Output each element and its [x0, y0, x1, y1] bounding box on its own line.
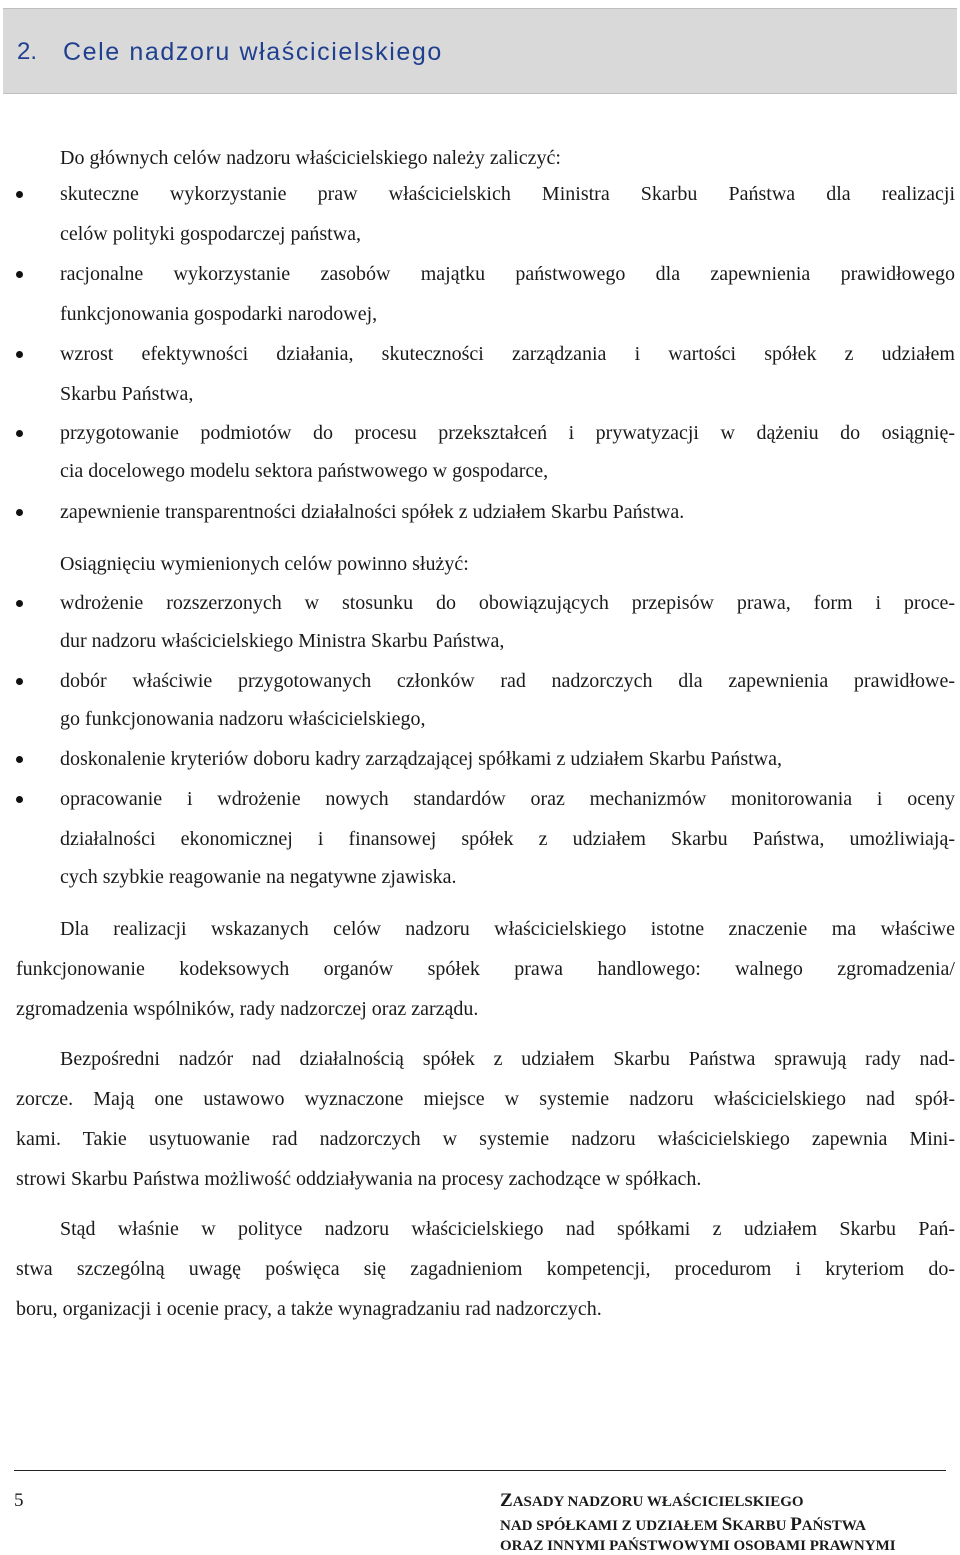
paragraph-line: Stąd właśnie w polityce nadzoru właścicielskiego nad spółkami z udziałem Skarbu Pań-	[60, 1218, 955, 1240]
list-item-text: dur nadzoru właścicielskiego Ministra Skarbu Państwa,	[60, 630, 505, 652]
list-item-text: doskonalenie kryteriów doboru kadry zarządzającej spółkami z udziałem Skarbu Państwa,	[60, 748, 782, 770]
intro-text: Osiągnięciu wymienionych celów powinno służyć:	[60, 553, 469, 575]
footer-title-line-3: ORAZ INNYMI PAŃSTWOWYMI OSOBAMI PRAWNYMI	[500, 1538, 896, 1554]
intro-text: Do głównych celów nadzoru właścicielskiego należy zaliczyć:	[60, 147, 561, 169]
paragraph-line: funkcjonowanie kodeksowych organów spółek prawa handlowego: walnego zgromadzenia/	[16, 958, 955, 980]
bullet-icon	[16, 430, 23, 437]
footer-title-line-1: ZASADY NADZORU WŁAŚCICIELSKIEGO	[500, 1490, 804, 1511]
bullet-icon	[16, 271, 23, 278]
paragraph-line: strowi Skarbu Państwa możliwość oddziaływania na procesy zachodzące w spółkach.	[16, 1168, 702, 1190]
bullet-icon	[16, 600, 23, 607]
list-item-text: działalności ekonomicznej i finansowej spółek z udziałem Skarbu Państwa, umożliwiają-	[60, 828, 955, 850]
list-item-text: celów polityki gospodarczej państwa,	[60, 223, 362, 245]
paragraph-line: Bezpośredni nadzór nad działalnością spółek z udziałem Skarbu Państwa sprawują rady nad-	[60, 1048, 955, 1070]
list-item-text: funkcjonowania gospodarki narodowej,	[60, 303, 378, 325]
paragraph-line: stwa szczególną uwagę poświęca się zagadnieniom kompetencji, procedurom i kryteriom do-	[16, 1258, 955, 1280]
paragraph-line: zorcze. Mają one ustawowo wyznaczone miejsce w systemie nadzoru właścicielskiego nad spół-	[16, 1088, 955, 1110]
paragraph-line: boru, organizacji i ocenie pracy, a także wynagradzaniu rad nadzorczych.	[16, 1298, 602, 1320]
bullet-icon	[16, 678, 23, 685]
section-title: Cele nadzoru właścicielskiego	[63, 38, 443, 66]
section-heading	[3, 8, 957, 94]
bullet-icon	[16, 509, 23, 516]
list-item-text: skuteczne wykorzystanie praw właścicielskich Ministra Skarbu Państwa dla realizacji	[60, 183, 955, 205]
list-item-text: wzrost efektywności działania, skuteczności zarządzania i wartości spółek z udziałem	[60, 343, 955, 365]
list-item-text: cych szybkie reagowanie na negatywne zjawiska.	[60, 866, 457, 888]
list-item-text: przygotowanie podmiotów do procesu przekształceń i prywatyzacji w dążeniu do osiągnię-	[60, 422, 955, 444]
list-item-text: racjonalne wykorzystanie zasobów majątku państwowego dla zapewnienia prawidłowego	[60, 263, 955, 285]
list-item-text: cia docelowego modelu sektora państwowego w gospodarce,	[60, 460, 549, 482]
bullet-icon	[16, 351, 23, 358]
list-item-text: go funkcjonowania nadzoru właścicielskiego,	[60, 708, 426, 730]
bullet-icon	[16, 796, 23, 803]
list-item-text: dobór właściwie przygotowanych członków rad nadzorczych dla zapewnienia prawidłowe-	[60, 670, 955, 692]
paragraph-line: kami. Takie usytuowanie rad nadzorczych w systemie nadzoru właścicielskiego zapewnia Mini-	[16, 1128, 955, 1150]
footer-divider	[14, 1470, 946, 1471]
section-number: 2.	[17, 38, 38, 65]
list-item-text: zapewnienie transparentności działalności spółek z udziałem Skarbu Państwa.	[60, 501, 685, 523]
page-number: 5	[14, 1490, 24, 1511]
paragraph-line: Dla realizacji wskazanych celów nadzoru właścicielskiego istotne znaczenie ma właściwe	[60, 918, 955, 940]
list-item-text: wdrożenie rozszerzonych w stosunku do obowiązujących przepisów prawa, form i proce-	[60, 592, 955, 614]
paragraph-line: zgromadzenia wspólników, rady nadzorczej oraz zarządu.	[16, 998, 479, 1020]
list-item-text: opracowanie i wdrożenie nowych standardów oraz mechanizmów monitorowania i oceny	[60, 788, 955, 810]
footer-title-line-2: NAD SPÓŁKAMI Z UDZIAŁEM SKARBU PAŃSTWA	[500, 1514, 866, 1535]
bullet-icon	[16, 756, 23, 763]
list-item-text: Skarbu Państwa,	[60, 383, 194, 405]
bullet-icon	[16, 191, 23, 198]
